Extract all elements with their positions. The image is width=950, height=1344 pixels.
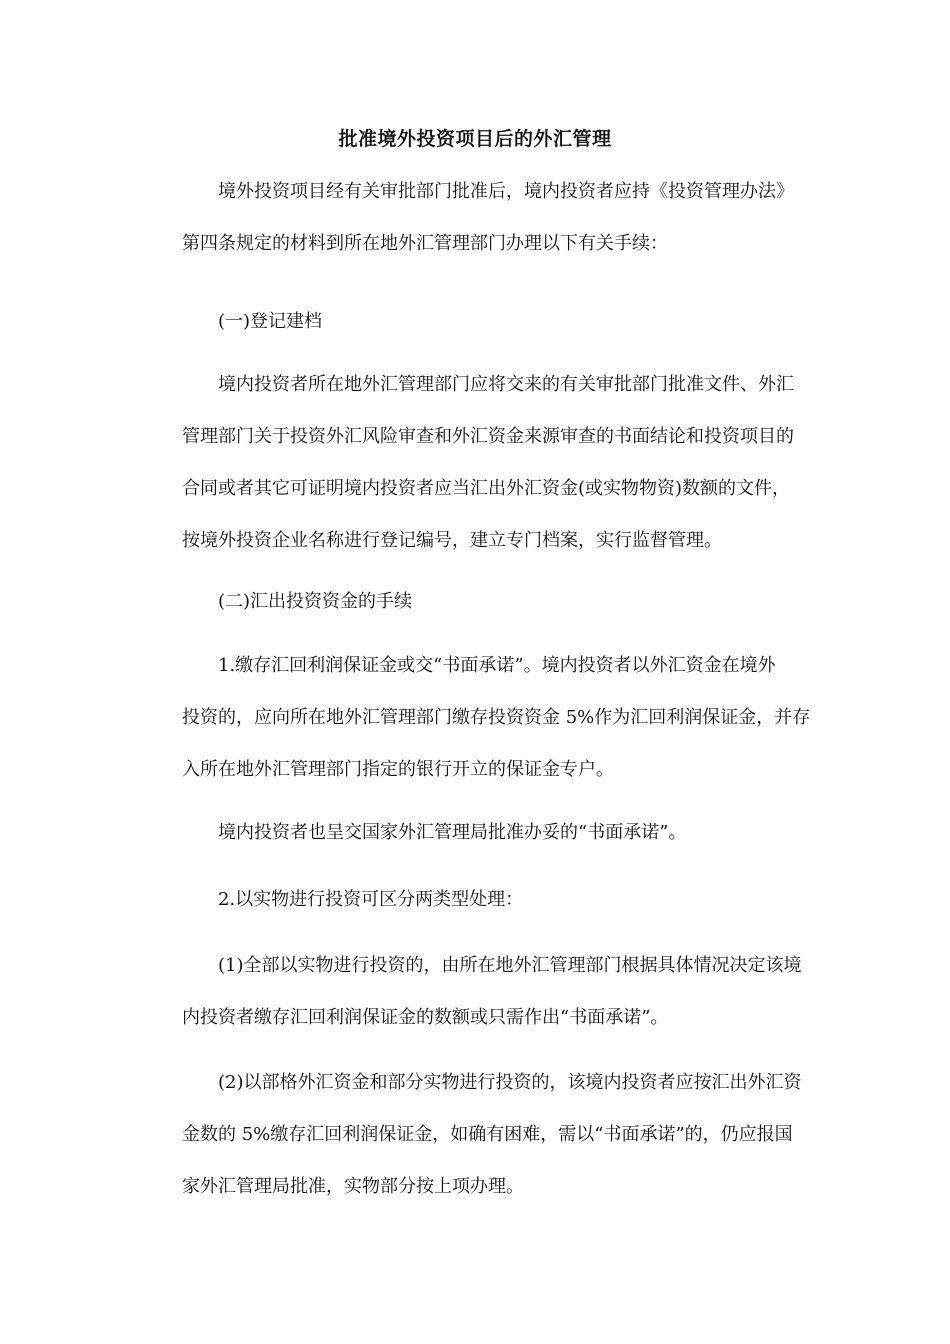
- text-line: 投资的，应向所在地外汇管理部门缴存投资资金 5%作为汇回利润保证金，并存: [182, 707, 811, 728]
- paragraph-partial-in-kind: [146, 1057, 808, 1213]
- text-line: (1)全部以实物进行投资的，由所在地外汇管理部门根据具体情况决定该境: [218, 955, 802, 976]
- text-line: 内投资者缴存汇回利润保证金的数额或只需作出“书面承诺”。: [182, 1007, 669, 1028]
- text-line: 管理部门关于投资外汇风险审查和外汇资金来源审查的书面结论和投资项目的: [182, 426, 794, 447]
- text-line: 1.缴存汇回利润保证金或交“书面承诺”。境内投资者以外汇资金在境外: [218, 655, 776, 676]
- text-line: 入所在地外汇管理部门指定的银行开立的保证金专户。: [182, 759, 614, 780]
- paragraph-intro: [146, 166, 808, 270]
- text-line: (一)登记建档: [218, 311, 323, 332]
- text-line: 2.以实物进行投资可区分两类型处理：: [218, 889, 524, 910]
- text-line: 家外汇管理局批准，实物部分按上项办理。: [182, 1176, 524, 1197]
- text-line: 境内投资者所在地外汇管理部门应将交来的有关审批部门批准文件、外汇: [218, 374, 794, 395]
- section-heading-remittance: [146, 576, 808, 628]
- text-line: 金数的 5%缴存汇回利润保证金，如确有困难，需以“书面承诺”的，仍应报国: [182, 1124, 793, 1145]
- paragraph-deposit: [146, 640, 811, 796]
- text-line: (二)汇出投资资金的手续: [218, 591, 413, 612]
- paragraph-registration: [146, 359, 808, 567]
- paragraph-full-in-kind: [146, 940, 808, 1044]
- paragraph-written-commitment: [146, 807, 808, 859]
- paragraph-in-kind-types: [146, 874, 808, 926]
- text-line: 合同或者其它可证明境内投资者应当汇出外汇资金(或实物物资)数额的文件，: [182, 478, 791, 499]
- text-line: (2)以部格外汇资金和部分实物进行投资的，该境内投资者应按汇出外汇资: [218, 1072, 802, 1093]
- section-heading-registration: [146, 296, 808, 348]
- text-line: 按境外投资企业名称进行登记编号，建立专门档案，实行监督管理。: [182, 530, 722, 551]
- document-title: 批准境外投资项目后的外汇管理: [338, 128, 612, 150]
- text-line: 境内投资者也呈交国家外汇管理局批准办妥的“书面承诺”。: [218, 822, 687, 843]
- text-line: 境外投资项目经有关审批部门批准后，境内投资者应持《投资管理办法》: [218, 181, 794, 202]
- text-line: 第四条规定的材料到所在地外汇管理部门办理以下有关手续：: [182, 233, 668, 254]
